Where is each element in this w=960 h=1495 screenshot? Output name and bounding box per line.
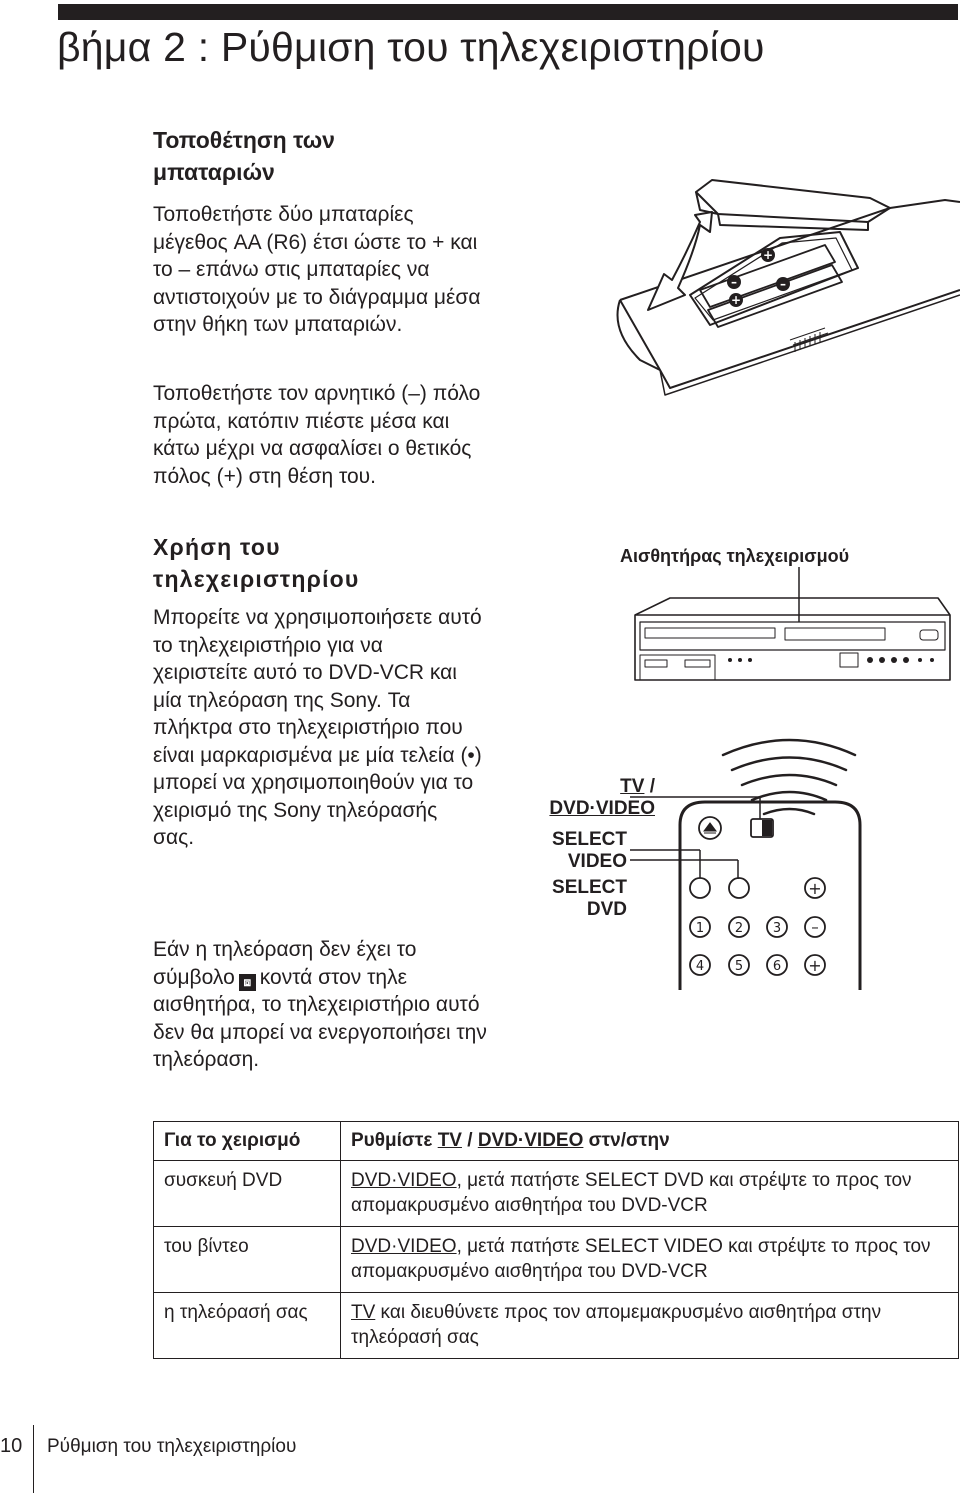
ir-symbol-icon: ⧈ <box>239 974 256 991</box>
select-video-label <box>505 829 627 873</box>
table-header-device: Για το χειρισμό <box>154 1122 341 1161</box>
batteries-instructions: Τοποθετήστε δύο μπαταρίες μέγεθος AA (R6) έτσι ώστε το + και το – επάνω στις μπαταρίες να αντιστοιχούν με το διάγραμμα μέσα στην θήκη των μπαταριών. <box>153 203 481 336</box>
remote-key-minus: – <box>811 918 819 936</box>
table-row <box>154 1227 959 1293</box>
row-switch: DVD·VIDEO <box>351 1236 457 1257</box>
remote-key-plus-2: + <box>808 956 822 975</box>
usage-tv-note <box>153 936 493 1074</box>
select-video-label-line1: SELECT <box>552 829 627 850</box>
header-suffix: στν/στην <box>583 1130 670 1151</box>
row-switch: DVD·VIDEO <box>351 1170 457 1191</box>
usage-note-before: Εάν η τηλεόραση δεν έχει το σύμβολο <box>153 938 417 989</box>
battery-compartment-illustration <box>600 170 960 410</box>
batteries-heading-line2: μπαταριών <box>153 159 275 185</box>
select-video-pointer-line <box>630 855 750 895</box>
remote-key-plus: + <box>808 879 822 898</box>
table-header-setting <box>341 1122 959 1161</box>
header-sep: / <box>461 1130 478 1151</box>
select-video-label-line2: VIDEO <box>567 851 627 872</box>
row-rest: και διευθύνετε προς τον απομεμακρυσμένο αισθητήρα στην τηλεόρασή σας <box>351 1302 882 1348</box>
remote-key-1: 1 <box>695 921 705 936</box>
tv-dvd-video-switch-label <box>505 776 655 820</box>
row-rest: , μετά πατήστε SELECT DVD και στρέψτε το προς τον απομακρυσμένο αισθητήρα του DVD-VCR <box>351 1170 912 1216</box>
table-cell-device: η τηλεόρασή σας <box>154 1293 341 1359</box>
page-title: βήμα 2 : Ρύθμιση του τηλεχειριστηρίου <box>57 24 765 70</box>
select-dvd-label-line2: DVD <box>586 899 627 920</box>
table-cell-device: του βίντεο <box>154 1227 341 1293</box>
table-row <box>154 1293 959 1359</box>
battery-minus-1: – <box>731 275 737 289</box>
table-cell-setting <box>341 1161 959 1227</box>
remote-key-2: 2 <box>734 921 744 936</box>
table-cell-device: συσκευή DVD <box>154 1161 341 1227</box>
usage-description: Μπορείτε να χρησιμοποιήσετε αυτό το τηλεχειριστήριο για να χειριστείτε αυτό το DVD-VCR και μία τηλεόραση της Sony. Τα πλήκτρα στο τηλεχειριστήριο που είναι μαρκαρισμένα με μία τελεία (•) μπορεί να χρησιμοποιηθούν για το χειρισμό της Sony τηλεόρασής σας. <box>153 606 482 849</box>
select-dvd-label <box>505 877 627 921</box>
operation-table <box>153 1121 959 1359</box>
usage-heading-line2: τηλεχειριστηρίου <box>153 566 360 592</box>
header-prefix: Ρυθμίστε <box>351 1130 438 1151</box>
table-cell-setting <box>341 1227 959 1293</box>
footer-title: Ρύθμιση του τηλεχειριστηρίου <box>47 1436 297 1457</box>
table-cell-setting <box>341 1293 959 1359</box>
battery-plus-1: + <box>762 248 774 262</box>
label-tv: TV <box>620 776 645 797</box>
row-switch: TV <box>351 1302 376 1323</box>
table-header-row <box>154 1122 959 1161</box>
batteries-heading <box>153 124 335 188</box>
batteries-polarity-instructions: Τοποθετήστε τον αρνητικό (–) πόλο πρώτα, κατόπιν πιέστε μέσα και κάτω μέχρι να ασφαλίσει ο θετικός πόλος (+) στη θέση του. <box>153 382 481 488</box>
battery-plus-2: + <box>730 293 742 307</box>
top-bar <box>58 4 958 20</box>
remote-sensor-label: Αισθητήρας τηλεχειρισμού <box>620 546 850 566</box>
battery-minus-2: – <box>780 277 786 291</box>
header-dvd-video: DVD·VIDEO <box>477 1130 584 1151</box>
remote-key-6: 6 <box>772 959 782 974</box>
remote-key-4: 4 <box>695 959 705 974</box>
batteries-heading-line1: Τοποθέτηση των <box>153 127 335 153</box>
footer-divider <box>33 1425 34 1493</box>
header-tv: TV <box>437 1130 462 1151</box>
page-number: 10 <box>0 1435 23 1457</box>
table-row <box>154 1161 959 1227</box>
label-dvd-video: DVD·VIDEO <box>549 798 655 819</box>
row-rest: , μετά πατήστε SELECT VIDEO και στρέψτε το προς τον απομακρυσμένο αισθητήρα του DVD-VCR <box>351 1236 931 1282</box>
select-dvd-label-line1: SELECT <box>552 877 627 898</box>
dvd-vcr-remote-illustration <box>620 590 960 990</box>
usage-heading <box>153 531 360 595</box>
label-slash: / <box>644 776 655 797</box>
usage-heading-line1: Χρήση του <box>153 534 281 560</box>
remote-key-5: 5 <box>734 959 744 974</box>
remote-key-3: 3 <box>772 921 782 936</box>
usage-note-after: κοντά στον τηλε αισθητήρα, το τηλεχειριστήριο αυτό δεν θα μπορεί να ενεργοποιήσει την τηλεόραση. <box>153 965 487 1071</box>
